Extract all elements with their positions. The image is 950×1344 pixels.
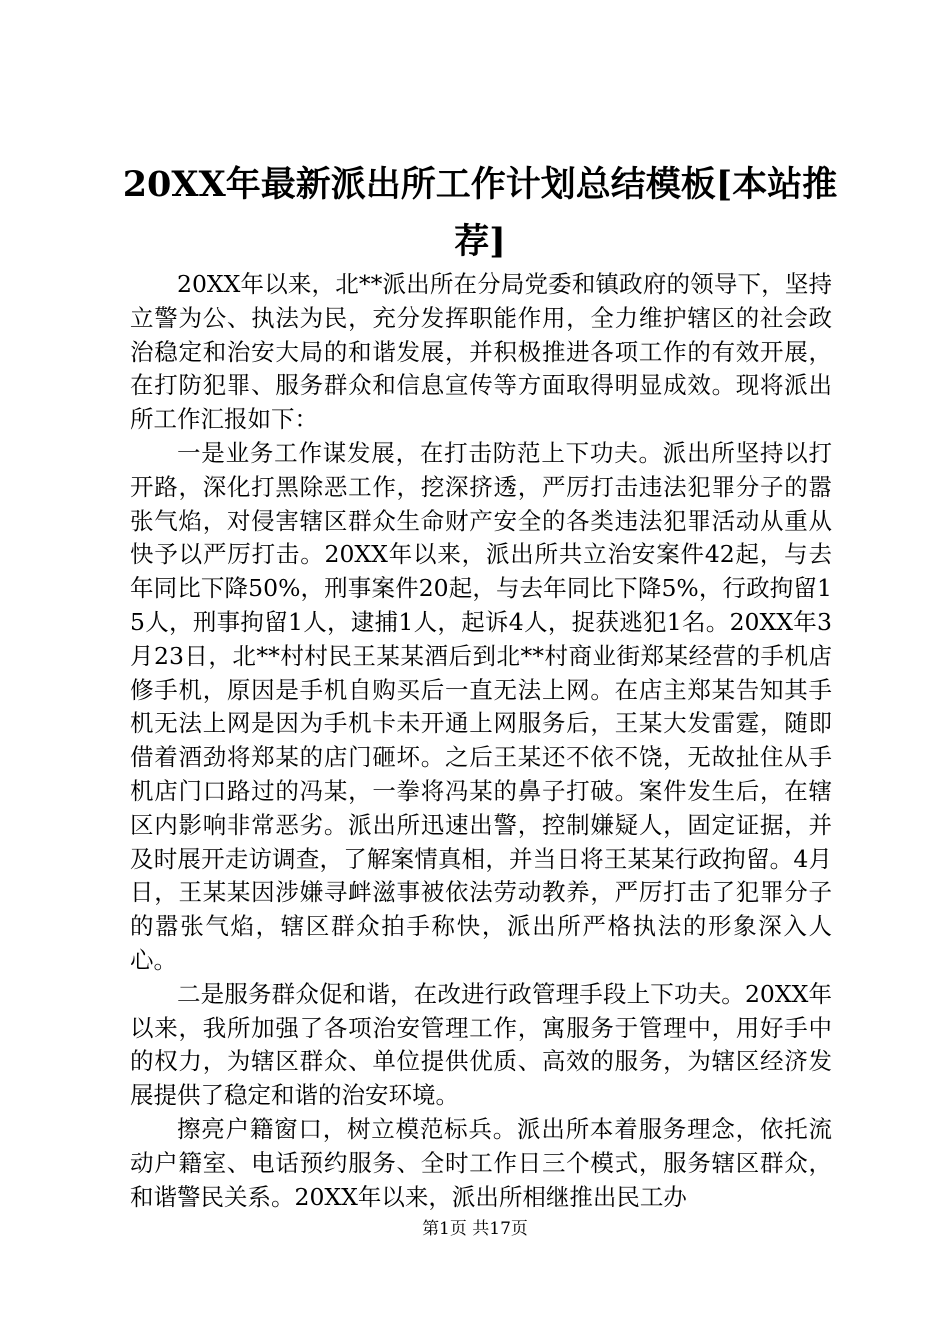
document-title: 20XX年最新派出所工作计划总结模板[本站推荐]: [122, 164, 838, 262]
paragraph-household-window: 擦亮户籍窗口，树立模范标兵。派出所本着服务理念，依托流动户籍室、电话预约服务、全时工作日三个模式，服务辖区群众，和谐警民关系。20XX年以来，派出所相继推出民工办: [130, 1114, 832, 1211]
page-number-footer: 第1页 共17页: [422, 1219, 528, 1239]
document-body: [130, 268, 832, 1214]
paragraph-intro: 20XX年以来，北**派出所在分局党委和镇政府的领导下，坚持立警为公、执法为民，充分发挥职能作用，全力维护辖区的社会政治稳定和治安大局的和谐发展，并积极推进各项工作的有效开展，在打防犯罪、服务群众和信息宣传等方面取得明显成效。现将派出所工作汇报如下：: [130, 270, 832, 434]
paragraph-business-work: 一是业务工作谋发展，在打击防范上下功夫。派出所坚持以打开路，深化打黑除恶工作，挖深挤透，严厉打击违法犯罪分子的嚣张气焰，对侵害辖区群众生命财产安全的各类违法犯罪活动从重从快予以严厉打击。20XX年以来，派出所共立治安案件42起，与去年同比下降50%，刑事案件20起，与去年同比下降5%，行政拘留15人，刑事拘留1人，逮捕1人，起诉4人，捉获逃犯1名。20XX年3月23日，北**村村民王某某酒后到北**村商业街郑某经营的手机店修手机，原因是手机自购买后一直无法上网。在店主郑某告知其手机无法上网是因为手机卡未开通上网服务后，王某大发雷霆，随即借着酒劲将郑某的店门砸坏。之后王某还不依不饶，无故扯住从手机店门口路过的冯某，一拳将冯某的鼻子打破。案件发生后，在辖区内影响非常恶劣。派出所迅速出警，控制嫌疑人，固定证据，并及时展开走访调查，了解案情真相，并当日将王某某行政拘留。4月日，王某某因涉嫌寻衅滋事被依法劳动教养，严厉打击了犯罪分子的嚣张气焰，辖区群众拍手称快，派出所严格执法的形象深入人心。: [130, 438, 832, 974]
paragraph-serve-public: 二是服务群众促和谐，在改进行政管理手段上下功夫。20XX年以来，我所加强了各项治安管理工作，寓服务于管理中，用好手中的权力，为辖区群众、单位提供优质、高效的服务，为辖区经济发展提供了稳定和谐的治安环境。: [130, 979, 832, 1110]
